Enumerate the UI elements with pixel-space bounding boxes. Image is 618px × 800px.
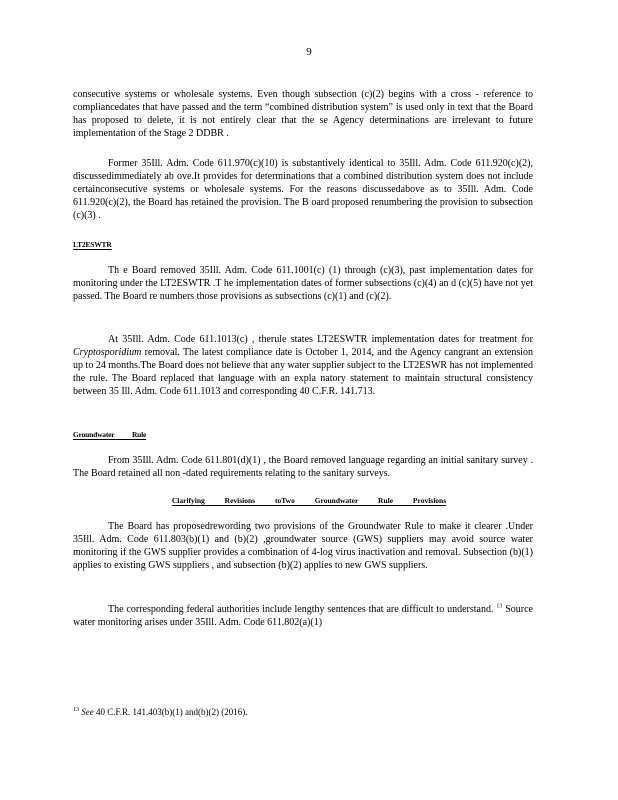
section-heading-groundwater-rule: Groundwater Rule: [73, 430, 147, 439]
paragraph-federal-authorities-text-a: The corresponding federal authorities include lengthy sentences that are difficult to understand.: [108, 604, 497, 615]
paragraph-611-1013: [73, 333, 533, 398]
paragraph-federal-authorities: [73, 603, 533, 629]
paragraph-stage2-determinations: consecutive systems or wholesale systems. Even though subsection (c)(2) begins with a cross - reference to compliancedates that have passed and the term “combined distribution system” is used only in text that the Board has proposed to delete, it is not entirely clear that the se Agency determinations are irrelevant to future implementation of the Stage 2 DDBR .: [73, 89, 533, 139]
paragraph-former-611-970: Former 35Ill. Adm. Code 611.970(c)(10) is substantively identical to 35Ill. Adm. Code 611.920(c)(2), discussedimmediately ab ove.It provides for determinations that a combined distribution system does not include certainconsecutive systems or wholesale systems. For the reasons discussedabove as to 35Ill. Adm. Code 611.920(c)(2), the Board has retained the provision. The B oard proposed renumbering the provision to subsection (c)(3) .: [73, 158, 533, 221]
section-heading-lt2eswtr: LT2ESWTR: [73, 240, 112, 249]
footnote-text: 40 C.F.R. 141.403(b)(1) and(b)(2) (2016).: [93, 707, 248, 717]
paragraph-lt2eswtr-dates: Th e Board removed 35Ill. Adm. Code 611.1001(c) (1) through (c)(3), past implementation dates for monitoring under the LT2ESWTR .T he implementation dates of former subsections (c)(4) an d (c)(5) have not yet passed. The Board re numbers those provisions as subsections (c)(1) and (c)(2).: [73, 265, 533, 302]
paragraph-federal-authorities-text-b: Source water monitoring arises under 35Ill. Adm. Code 611.802(a)(1): [73, 604, 533, 628]
footnote-reference-13: 13: [496, 603, 503, 610]
page-number: 9: [306, 46, 312, 58]
subsection-heading-clarifying-revisions: Clarifying Revisions toTwo Groundwater Rule Provisions: [171, 496, 447, 505]
paragraph-611-1013-text-a: At 35Ill. Adm. Code 611.1013(c) , therule states LT2ESWTR implementation dates for treatment for: [108, 334, 533, 345]
paragraph-clarifying-revisions: The Board has proposedrewording two provisions of the Groundwater Rule to make it clearer .Under 35Ill. Adm. Code 611.803(b)(1) and (b)(2) ,groundwater source (GWS) suppliers may avoid source water monitoring if the GWS supplier provides a combination of 4-log virus inactivation and removal. Subsection (b)(1) applies to existing GWS suppliers , and subsection (b)(2) applies to new GWS suppliers.: [73, 521, 533, 571]
footnote-marker: 13: [73, 707, 79, 713]
cryptosporidium-term: Cryptosporidium: [73, 347, 142, 358]
footnote-see: See: [81, 707, 94, 717]
footnote-13: [73, 706, 248, 718]
paragraph-611-1013-text-b: removal. The latest compliance date is October 1, 2014, and the Agency cangrant an extension up to 24 months.The Board does not believe that any water supplier subject to the LT2ESWR has not implemented the rule. The Board replaced that language with an expla natory statement to maintain structural consistency between 35 Ill. Adm. Code 611.1013 and corresponding 40 C.F.R. 141.713.: [73, 347, 533, 397]
paragraph-sanitary-survey: From 35Ill. Adm. Code 611.801(d)(1) , the Board removed language regarding an initial sanitary survey . The Board retained all non -dated requirements relating to the sanitary surveys.: [73, 455, 533, 479]
